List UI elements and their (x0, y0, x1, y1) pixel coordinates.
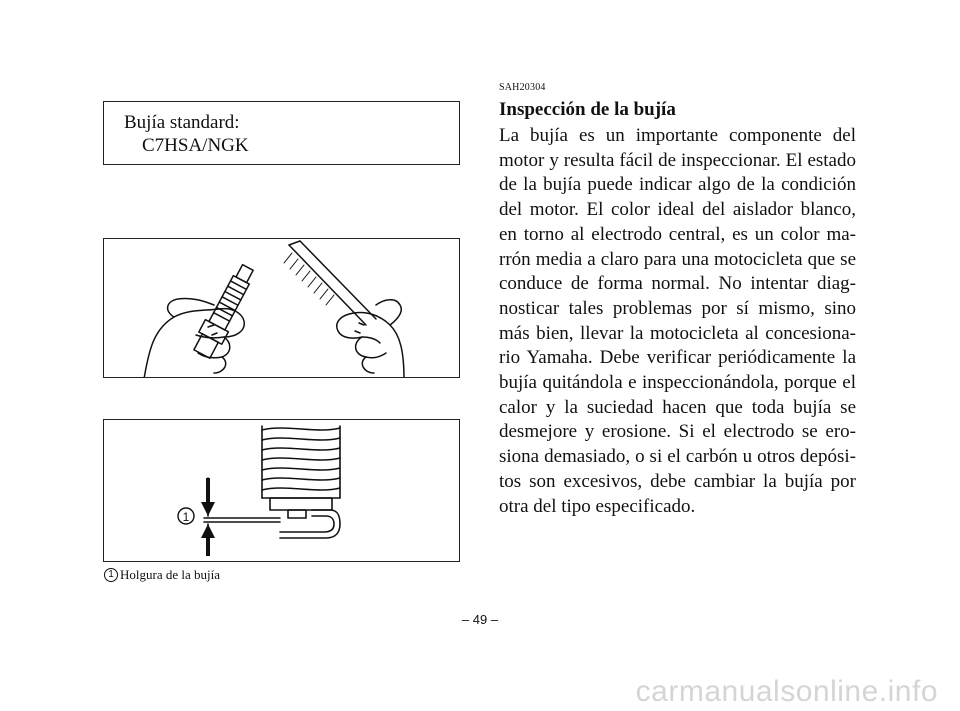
spec-label: Bujía standard: (124, 112, 240, 133)
figure-spark-plug-cleaning (103, 238, 460, 378)
section-title: Inspección de la bujía (499, 99, 676, 120)
spec-value: C7HSA/NGK (142, 135, 249, 156)
page-number: – 49 – (461, 612, 499, 627)
watermark: carmanualsonline.info (635, 675, 938, 708)
figure-caption (104, 567, 220, 583)
section-code: SAH20304 (499, 82, 546, 93)
figure-spark-plug-gap (103, 419, 460, 562)
spark-plug-inspection-illustration (104, 239, 460, 378)
svg-text:1: 1 (182, 510, 190, 524)
caption-number: 1 (104, 568, 118, 582)
spec-box (103, 101, 460, 165)
spark-plug-gap-illustration (104, 420, 460, 562)
section-body: La bujía es un importante componente del motor y resulta fácil de inspeccionar. El estado de la bujía puede indicar algo de la condición del motor. El color ideal del aislador blanco, en torno al electrodo central, es un color ma-rrón media a claro para una motocicleta que se conduce de forma normal. No intentar diag-nosticar tales problemas por sí mismo, sino más bien, llevar la motocicleta al concesiona-rio Yamaha. Debe verificar periódicamente la bujía quitándola e inspeccionándola, porque el calor y la suciedad hacen que toda bujía se desmejore y erosione. Si el electrodo se ero-siona demasiado, o si el carbón u otros depósi-tos son excesivos, debe cambiar la bujía por otra del tipo especificado. (499, 125, 856, 517)
caption-text: Holgura de la bujía (120, 567, 220, 582)
callout-1 (178, 508, 194, 524)
